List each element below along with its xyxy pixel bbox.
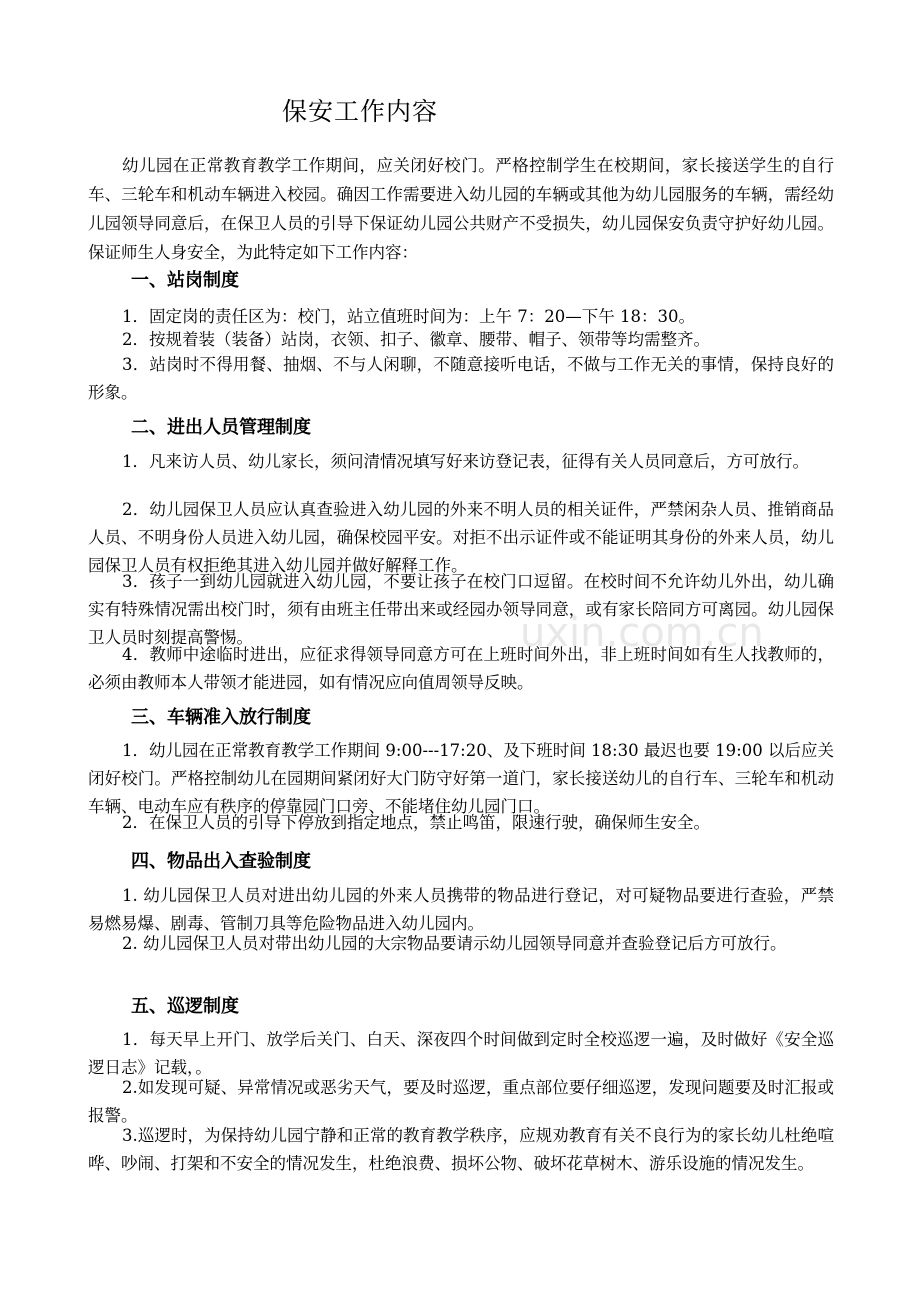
section-2-item-3: 3．孩子一到幼儿园就进入幼儿园，不要让孩子在校门口逗留。在校时间不允许幼儿外出，幼儿确实有特殊情况需出校门时，须有由班主任带出来或经园办领导同意，或有家长陪同方可离园。幼儿园保卫人员时刻提高警惕。 [88,572,834,647]
section-2-item-2: 2．幼儿园保卫人员应认真查验进入幼儿园的外来不明人员的相关证件，严禁闲杂人员、推销商品人员、不明身份人员进入幼儿园，确保校园平安。对拒不出示证件或不能证明其身份的外来人员，幼儿园保卫人员有权拒绝其进入幼儿园并做好解释工作。 [88,500,834,575]
watermark: uxin.com.cn [520,610,764,656]
section-heading-3: 三、车辆准入放行制度 [131,707,311,728]
section-1-item-1: 1．固定岗的责任区为：校门，站立值班时间为：上午 7：20—下午 18：30。 [122,307,695,326]
section-1-item-2: 2．按规着装（装备）站岗，衣领、扣子、徽章、腰带、帽子、领带等均需整齐。 [122,330,710,349]
section-1-item-3: 3．站岗时不得用餐、抽烟、不与人闲聊，不随意接听电话，不做与工作无关的事情，保持良好的形象。 [88,355,834,402]
section-5-item-2: 2.如发现可疑、异常情况或恶劣天气，要及时巡逻，重点部位要仔细巡逻，发现问题要及时汇报或报警。 [88,1078,834,1125]
section-4-item-2: 2. 幼儿园保卫人员对带出幼儿园的大宗物品要请示幼儿园领导同意并查验登记后方可放行。 [122,934,787,953]
section-5-item-1: 1．每天早上开门、放学后关门、白天、深夜四个时间做到定时全校巡逻一遍，及时做好《安全巡逻日志》记载，。 [88,1030,834,1077]
section-2-item-1: 1．凡来访人员、幼儿家长，须问清情况填写好来访登记表，征得有关人员同意后，方可放行。 [122,452,809,471]
section-4-item-1: 1. 幼儿园保卫人员对进出幼儿园的外来人员携带的物品进行登记，对可疑物品要进行查验，严禁易燃易爆、剧毒、管制刀具等危险物品进入幼儿园内。 [88,886,834,933]
page-title: 保安工作内容 [282,97,439,126]
section-3-item-2: 2．在保卫人员的引导下停放到指定地点，禁止鸣笛，限速行驶，确保师生安全。 [122,813,710,832]
section-5-item-3: 3.巡逻时，为保持幼儿园宁静和正常的教育教学秩序，应规劝教育有关不良行为的家长幼儿杜绝喧哗、吵闹、打架和不安全的情况发生，杜绝浪费、损坏公物、破坏花草树木、游乐设施的情况发生。 [88,1126,834,1173]
section-2-item-4: 4．教师中途临时进出，应征求得领导同意方可在上班时间外出，非上班时间如有生人找教师的，必须由教师本人带领才能进园，如有情况应向值周领导反映。 [88,645,834,692]
section-heading-4: 四、物品出入查验制度 [131,851,311,872]
section-heading-1: 一、站岗制度 [131,270,239,291]
section-heading-5: 五、巡逻制度 [131,996,239,1017]
intro-paragraph: 幼儿园在正常教育教学工作期间，应关闭好校门。严格控制学生在校期间，家长接送学生的自行车、三轮车和机动车辆进入校园。确因工作需要进入幼儿园的车辆或其他为幼儿园服务的车辆，需经幼儿园领导同意后，在保卫人员的引导下保证幼儿园公共财产不受损失，幼儿园保安负责守护好幼儿园。保证师生人身安全，为此特定如下工作内容： [88,156,834,262]
section-heading-2: 二、进出人员管理制度 [131,417,311,438]
section-3-item-1: 1．幼儿园在正常教育教学工作期间 9:00---17:20、及下班时间 18:30 最迟也要 19:00 以后应关闭好校门。严格控制幼儿在园期间紧闭好大门防守好第一道门，家长接送幼儿的自行车、三轮车和机动车辆、电动车应有秩序的停靠园门口旁、不能堵住幼儿园门口。 [88,741,834,816]
